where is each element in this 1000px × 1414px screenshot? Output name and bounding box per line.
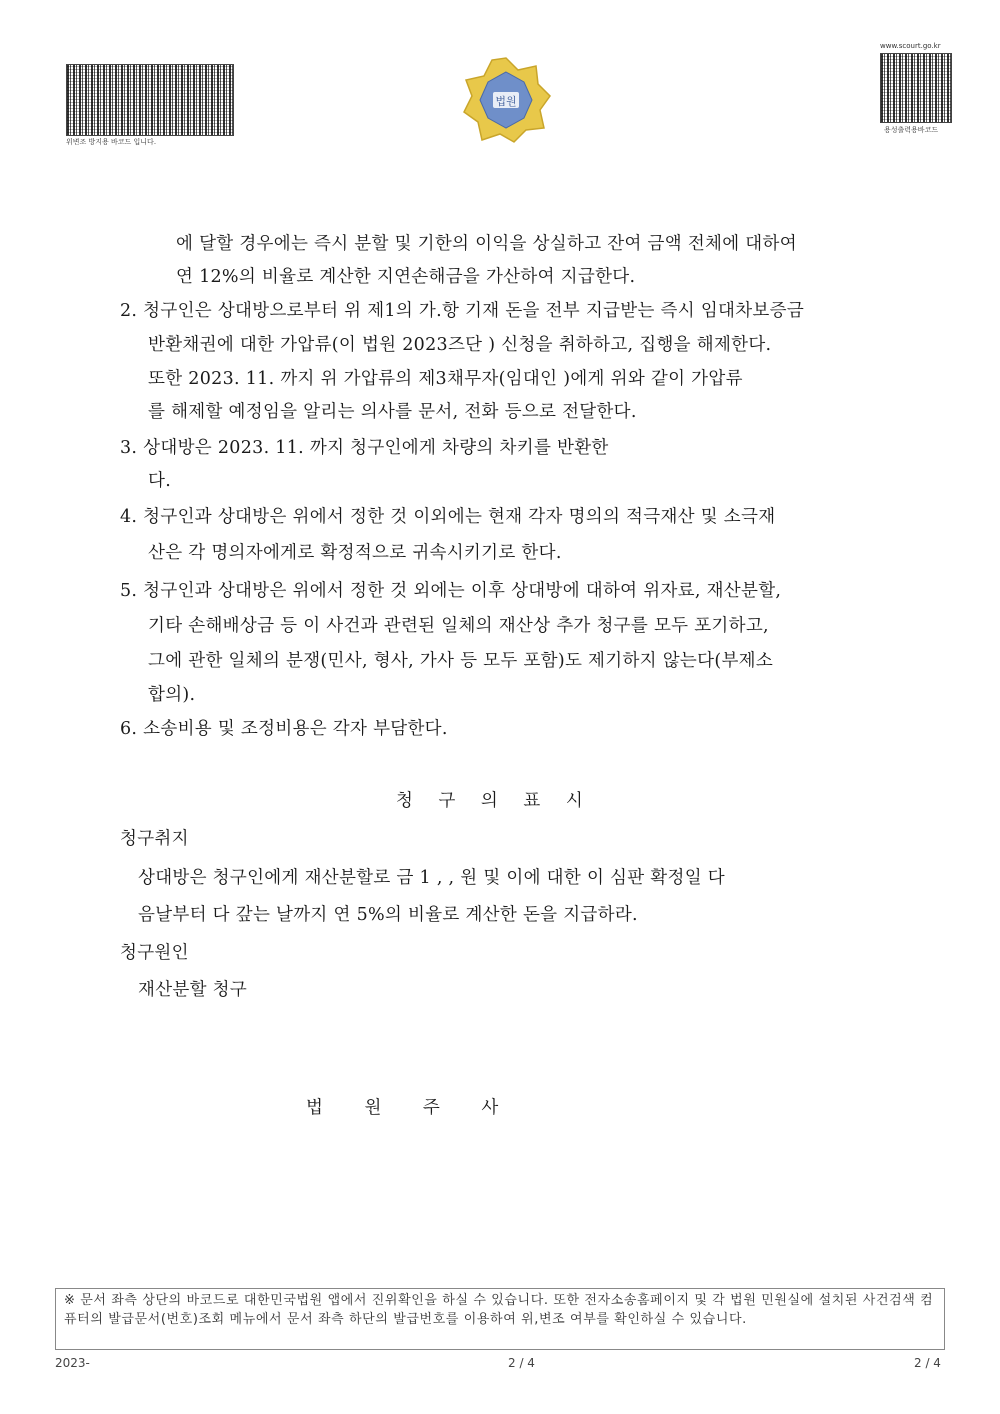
court-seal-icon xyxy=(460,56,552,144)
claim-purpose-label: 청구취지 xyxy=(120,829,189,849)
item-6: 6. 소송비용 및 조정비용은 각자 부담한다. xyxy=(120,719,448,739)
right-barcode-url: www.scourt.go.kr xyxy=(880,42,941,50)
issue-number: 2023- xyxy=(55,1356,90,1370)
body-line: 에 달할 경우에는 즉시 분할 및 기한의 이익을 상실하고 잔여 금액 전체에 대하여 xyxy=(176,234,797,254)
claim-purpose-line: 상대방은 청구인에게 재산분할로 금 1 , , 원 및 이에 대한 이 심판 확정일 다 xyxy=(138,868,725,888)
signature-court-clerk: 법 원 주 사 xyxy=(306,1098,517,1118)
body-line: 연 12%의 비율로 계산한 지연손해금을 가산하여 지급한다. xyxy=(176,267,636,287)
body-line: 그에 관한 일체의 분쟁(민사, 형사, 가사 등 모두 포함)도 제기하지 않는다(부제소 xyxy=(148,651,774,671)
body-line: 다. xyxy=(148,471,172,491)
item-2: 2. 청구인은 상대방으로부터 위 제1의 가.항 기재 돈을 전부 지급받는 즉시 임대차보증금 xyxy=(120,301,805,321)
body-line: 합의). xyxy=(148,685,196,705)
page-number-right: 2 / 4 xyxy=(914,1356,941,1370)
body-line: 산은 각 명의자에게로 확정적으로 귀속시키기로 한다. xyxy=(148,543,562,563)
authenticity-notice: ※ 문서 좌측 상단의 바코드로 대한민국법원 앱에서 진위확인을 하실 수 있습니다. 또한 전자소송홈페이지 및 각 법원 민원실에 설치된 사건검색 컴퓨터의 발급문서(번호)조회 메뉴에서 문서 좌측 하단의 발급번호를 이용하여 위,변조 여부를 확인하실 수 있습니다. xyxy=(55,1288,945,1350)
claim-cause-label: 청구원인 xyxy=(120,943,189,963)
item-3: 3. 상대방은 2023. 11. 까지 청구인에게 차량의 차키를 반환한 xyxy=(120,438,609,458)
claim-cause-text: 재산분할 청구 xyxy=(138,980,248,1000)
left-barcode xyxy=(66,64,234,136)
body-line: 반환채권에 대한 가압류(이 법원 2023즈단 ) 신청을 취하하고, 집행을 해제한다. xyxy=(148,335,772,355)
right-barcode-caption: 용성출력용바코드 xyxy=(884,126,939,134)
left-barcode-caption: 위변조 방지용 바코드 입니다. xyxy=(66,138,157,146)
claim-purpose-line: 음날부터 다 갚는 날까지 연 5%의 비율로 계산한 돈을 지급하라. xyxy=(138,905,638,925)
svg-text:법원: 법원 xyxy=(495,95,517,108)
body-line: 기타 손해배상금 등 이 사건과 관련된 일체의 재산상 추가 청구를 모두 포기하고, xyxy=(148,616,769,636)
item-5: 5. 청구인과 상대방은 위에서 정한 것 외에는 이후 상대방에 대하여 위자료, 재산분할, xyxy=(120,581,782,601)
claim-heading: 청 구 의 표 시 xyxy=(396,791,593,811)
item-4: 4. 청구인과 상대방은 위에서 정한 것 이외에는 현재 각자 명의의 적극재산 및 소극재 xyxy=(120,507,776,527)
right-barcode xyxy=(880,53,952,123)
body-line: 또한 2023. 11. 까지 위 가압류의 제3채무자(임대인 )에게 위와 같이 가압류 xyxy=(148,369,743,389)
body-line: 를 해제할 예정임을 알리는 의사를 문서, 전화 등으로 전달한다. xyxy=(148,402,637,422)
page-number-center: 2 / 4 xyxy=(508,1356,535,1370)
